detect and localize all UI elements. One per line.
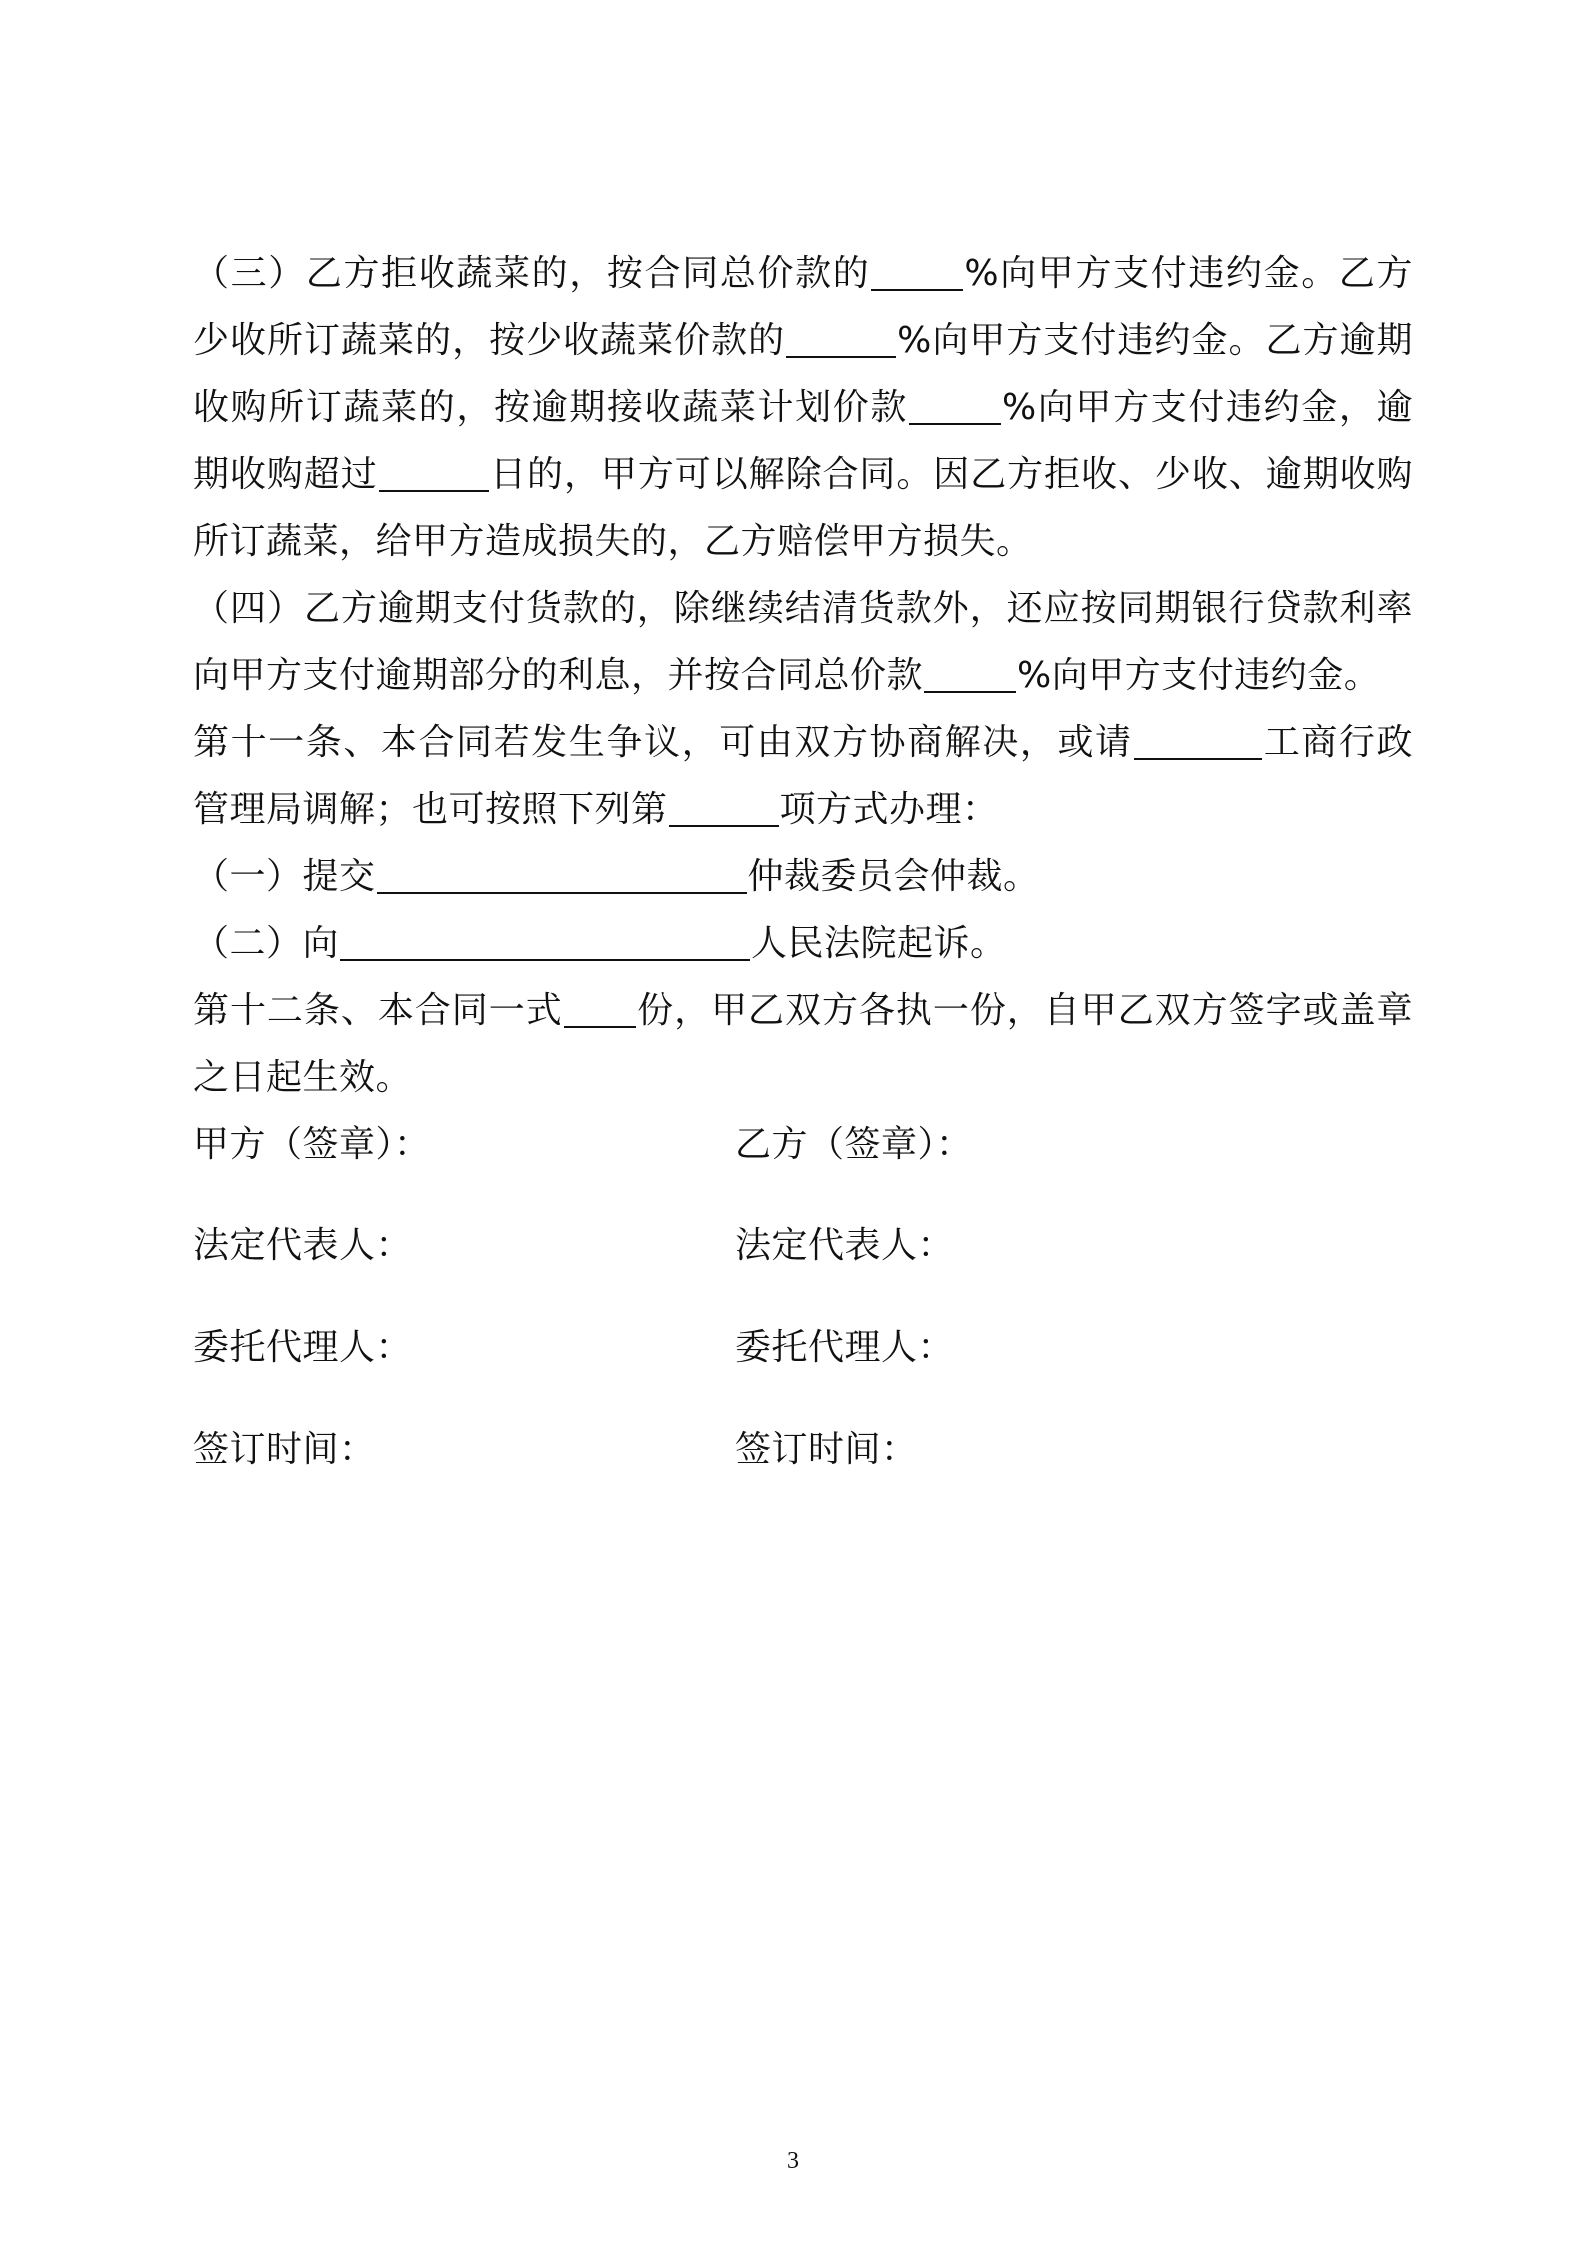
fill-blank [871,243,963,291]
fill-blank [377,846,747,894]
fill-blank [924,645,1016,693]
option-2-text-1: （二）向 [193,923,340,964]
fill-blank [379,444,489,492]
fill-blank [564,980,636,1028]
clause-3-paragraph [193,240,1413,575]
article-12-text-1: 第十二条、本合同一式 [193,990,563,1031]
option-2-paragraph [193,910,1413,977]
clause-4-paragraph [193,575,1413,709]
party-a-seal-label: 甲方（签章）： [193,1124,431,1165]
fill-blank [340,913,750,961]
clause-3-text-3: %向甲方支付违约金。乙方逾期收购所订蔬菜的，按逾期接收蔬菜计划价款 [193,320,1413,428]
article-11-text-2: 工商行政管理局调解；也可按照下列第 [193,722,1413,830]
option-1-paragraph [193,843,1413,910]
option-2-text-2: 人民法院起诉。 [751,923,1007,964]
page-number: 3 [787,2148,799,2174]
clause-4-text-1: （四）乙方逾期支付货款的，除继续结清货款外，还应按同期银行贷款利率向甲方支付逾期部分的利息，并按合同总价款 [193,588,1413,696]
article-12-text-2: 份，甲乙双方各执一份，自甲乙双方签字或盖章之日起生效。 [193,990,1413,1098]
fill-blank [786,310,896,358]
article-11-text-1: 第十一条、本合同若发生争议，可由双方协商解决，或请 [193,722,1133,763]
clause-4-text-2: %向甲方支付违约金。 [1017,655,1381,696]
fill-blank [909,377,1001,425]
party-a-agent-label: 委托代理人： [193,1327,413,1368]
signature-row-agent [193,1314,1413,1381]
signature-row-representative [193,1212,1413,1279]
party-b-agent-label: 委托代理人： [735,1327,955,1368]
signature-row-date [193,1416,1413,1483]
contract-body [193,240,1413,1483]
option-1-text-1: （一）提交 [193,856,376,897]
article-12-paragraph [193,977,1413,1111]
party-b-representative-label: 法定代表人： [735,1225,955,1266]
party-b-date-label: 签订时间： [735,1429,918,1470]
fill-blank [669,779,779,827]
article-11-text-3: 项方式办理： [779,789,999,830]
fill-blank [1134,712,1262,760]
party-b-seal-label: 乙方（签章）： [735,1124,973,1165]
party-a-representative-label: 法定代表人： [193,1225,413,1266]
option-1-text-2: 仲裁委员会仲裁。 [747,856,1040,897]
clause-3-text-1: （三）乙方拒收蔬菜的，按合同总价款的 [193,253,871,294]
party-a-date-label: 签订时间： [193,1429,376,1470]
clause-3-text-2: %向甲方支付违约金。乙方少收所订蔬菜的，按少收蔬菜价款的 [193,253,1413,361]
clause-3-text-5: 日的，甲方可以解除合同。因乙方拒收、少收、逾期收购所订蔬菜，给甲方造成损失的，乙方赔偿甲方损失。 [193,454,1413,562]
signature-row-seal [193,1111,1413,1178]
article-11-paragraph [193,709,1413,843]
clause-3-text-4: %向甲方支付违约金，逾期收购超过 [193,387,1413,495]
